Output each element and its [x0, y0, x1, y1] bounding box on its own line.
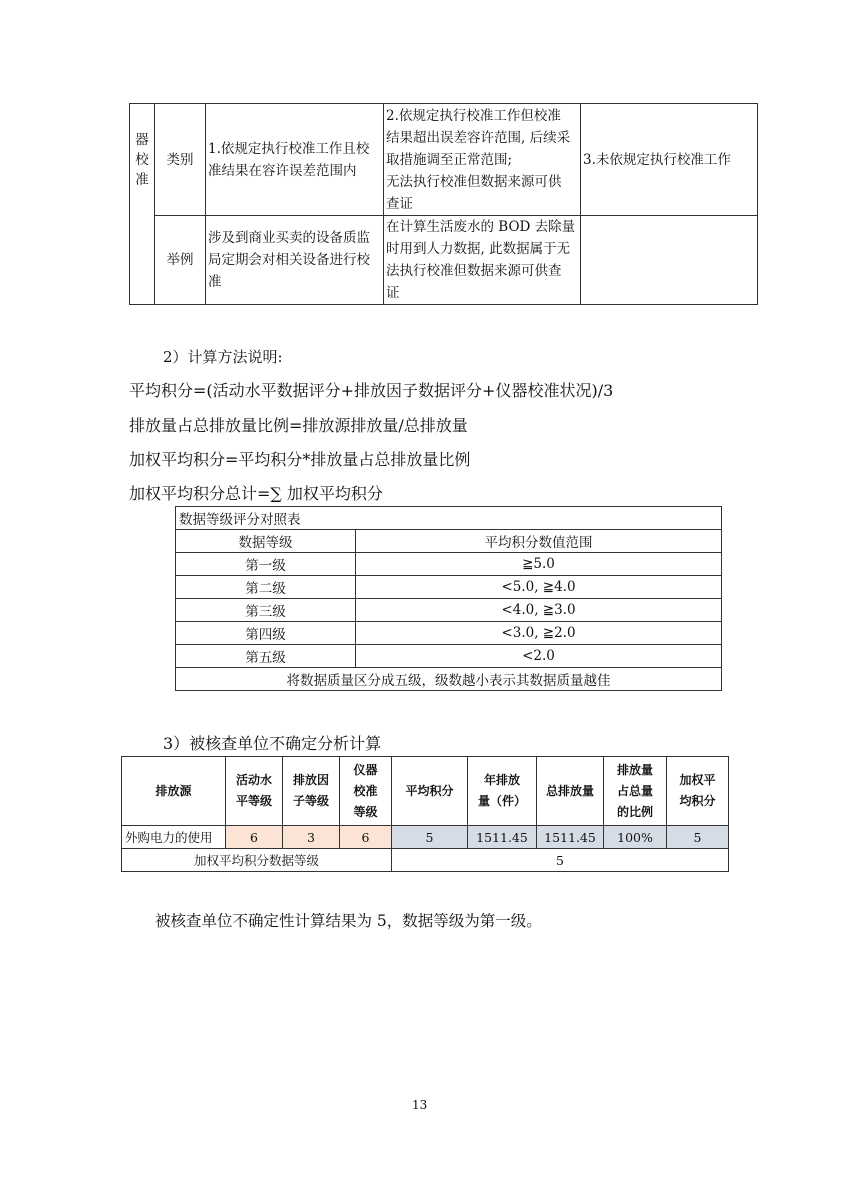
range-cell: <2.0 — [356, 645, 722, 668]
calibration-table — [129, 103, 758, 305]
vertical-label: 器 校 准 — [130, 104, 155, 216]
grade-table-title: 数据等级评分对照表 — [176, 507, 722, 530]
range-cell: <4.0, ≧3.0 — [356, 599, 722, 622]
grade-table — [175, 506, 722, 691]
row-label-category: 类别 — [155, 104, 206, 216]
annual-cell: 1511.45 — [468, 826, 537, 849]
grade-cell: 第一级 — [176, 553, 356, 576]
table-row — [176, 645, 722, 668]
range-header: 平均积分数值范围 — [356, 530, 722, 553]
conclusion-text: 被核查单位不确定性计算结果为 5，数据等级为第一级。 — [155, 912, 542, 930]
summary-value: 5 — [392, 849, 729, 872]
calibration-cell: 6 — [340, 826, 392, 849]
grade-cell: 第四级 — [176, 622, 356, 645]
summary-label: 加权平均积分数据等级 — [122, 849, 392, 872]
range-cell: <5.0, ≧4.0 — [356, 576, 722, 599]
header-calibration: 仪器 校准 等级 — [340, 757, 392, 826]
formula-total: 加权平均积分总计=∑ 加权平均积分 — [129, 484, 383, 503]
factor-cell: 3 — [283, 826, 340, 849]
example-col2: 在计算生活废水的 BOD 去除量 时用到人力数据, 此数据属于无 法执行校准但数据来源可供查 证 — [384, 216, 581, 305]
activity-cell: 6 — [226, 826, 283, 849]
table-row — [176, 622, 722, 645]
formula-ratio: 排放量占总排放量比例=排放源排放量/总排放量 — [129, 416, 468, 435]
total-cell: 1511.45 — [537, 826, 604, 849]
table-row — [176, 553, 722, 576]
range-cell: ≧5.0 — [356, 553, 722, 576]
ratio-cell: 100% — [604, 826, 667, 849]
row-label-example: 举例 — [155, 216, 206, 305]
table-row — [122, 826, 729, 849]
source-cell: 外购电力的使用 — [122, 826, 226, 849]
formula-weighted: 加权平均积分=平均积分*排放量占总排放量比例 — [129, 450, 471, 469]
grade-header: 数据等级 — [176, 530, 356, 553]
category-col3: 3.未依规定执行校准工作 — [581, 104, 758, 216]
uncertainty-table — [121, 756, 729, 872]
header-weighted: 加权平 均积分 — [667, 757, 729, 826]
range-cell: <3.0, ≧2.0 — [356, 622, 722, 645]
vertical-label-cont — [130, 216, 155, 305]
header-ratio: 排放量 占总量 的比例 — [604, 757, 667, 826]
grade-table-footer: 将数据质量区分成五级，级数越小表示其数据质量越佳 — [176, 668, 722, 691]
header-activity-level: 活动水 平等级 — [226, 757, 283, 826]
formula-average: 平均积分=(活动水平数据评分+排放因子数据评分+仪器校准状况)/3 — [129, 381, 614, 400]
page-number: 13 — [412, 1098, 428, 1112]
header-annual-emission: 年排放 量（件） — [468, 757, 537, 826]
grade-cell: 第三级 — [176, 599, 356, 622]
header-source: 排放源 — [122, 757, 226, 826]
grade-cell: 第二级 — [176, 576, 356, 599]
average-cell: 5 — [392, 826, 468, 849]
example-col3 — [581, 216, 758, 305]
header-total-emission: 总排放量 — [537, 757, 604, 826]
header-emission-factor: 排放因 子等级 — [283, 757, 340, 826]
header-average: 平均积分 — [392, 757, 468, 826]
category-col1: 1.依规定执行校准工作且校准结果在容许误差范围内 — [206, 104, 384, 216]
weighted-cell: 5 — [667, 826, 729, 849]
calc-method-heading: 2）计算方法说明: — [163, 348, 283, 366]
example-col1: 涉及到商业买卖的设备质监局定期会对相关设备进行校准 — [206, 216, 384, 305]
uncertainty-heading: 3）被核查单位不确定分析计算 — [163, 734, 382, 753]
table-row — [176, 576, 722, 599]
table-row — [176, 599, 722, 622]
category-col2: 2.依规定执行校准工作但校准 结果超出误差容许范围, 后续采 取措施调至正常范围; 无法执行校准但数据来源可供 查证 — [384, 104, 581, 216]
grade-cell: 第五级 — [176, 645, 356, 668]
